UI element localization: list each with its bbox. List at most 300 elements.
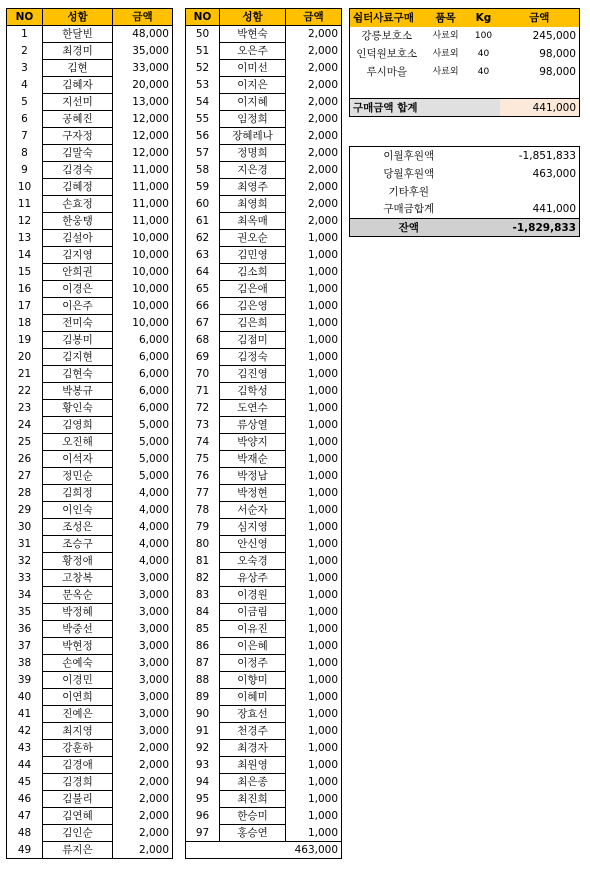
donor-no: 23 — [17, 402, 32, 414]
donor-row — [186, 179, 342, 196]
donor-row — [186, 604, 342, 621]
purchase-header — [350, 9, 580, 27]
donor-row — [7, 655, 173, 672]
donor-name: 권오순 — [220, 230, 286, 247]
donor-row — [186, 417, 342, 434]
donor-no: 63 — [195, 249, 210, 261]
donor-amount: 1,000 — [286, 774, 342, 791]
donor-amount: 2,000 — [286, 77, 342, 94]
balance-label: 구매금합계 — [383, 203, 435, 216]
donor-name: 김은애 — [220, 281, 286, 298]
donor-row — [186, 723, 342, 740]
donor-row — [7, 451, 173, 468]
donor-amount: 1,000 — [286, 740, 342, 757]
donor-amount: 1,000 — [286, 757, 342, 774]
donor-name: 이석자 — [43, 451, 113, 468]
donor-no: 29 — [17, 504, 32, 516]
donor-amount: 11,000 — [113, 162, 173, 179]
donor-no: 35 — [17, 606, 32, 618]
donor-row — [186, 689, 342, 706]
donor-name: 이정주 — [220, 655, 286, 672]
donor-amount: 12,000 — [113, 145, 173, 162]
donor-no: 49 — [17, 843, 32, 856]
purchase-title: 쉼터사료구매 — [350, 9, 424, 27]
donor-no: 92 — [195, 742, 210, 754]
donor-amount: 10,000 — [113, 315, 173, 332]
donor-name: 김진영 — [220, 366, 286, 383]
donor-amount: 1,000 — [286, 604, 342, 621]
donor-amount: 1,000 — [286, 706, 342, 723]
donor-amount: 1,000 — [286, 655, 342, 672]
balance-value: -1,851,833 — [518, 149, 576, 162]
donor-name: 박재순 — [220, 451, 286, 468]
donor-row — [186, 808, 342, 825]
balance-table — [349, 146, 580, 237]
donor-no: 24 — [17, 419, 32, 431]
donor-amount: 2,000 — [113, 757, 173, 774]
donor-name: 최경미 — [43, 43, 113, 60]
donor-amount: 3,000 — [113, 672, 173, 689]
donor-name: 김혜자 — [43, 77, 113, 94]
donor-no: 87 — [195, 657, 210, 669]
donor-name: 천경주 — [220, 723, 286, 740]
donor-row — [186, 230, 342, 247]
donor-row — [186, 26, 342, 43]
donor-name: 지은경 — [220, 162, 286, 179]
purchase-amount: 245,000 — [532, 29, 576, 42]
donor-name: 김경숙 — [43, 162, 113, 179]
donor-amount: 10,000 — [113, 230, 173, 247]
donor-row — [186, 672, 342, 689]
donor-no: 50 — [195, 28, 210, 41]
donor-row — [7, 672, 173, 689]
donor-name: 이경원 — [220, 587, 286, 604]
donor-amount: 11,000 — [113, 196, 173, 213]
donor-name: 이혜미 — [220, 689, 286, 706]
donor-amount: 5,000 — [113, 434, 173, 451]
donor-amount: 2,000 — [286, 213, 342, 230]
donor-amount: 2,000 — [286, 111, 342, 128]
purchase-row — [350, 27, 580, 45]
donor-row — [7, 332, 173, 349]
donor-no: 26 — [17, 453, 32, 465]
table-header — [186, 9, 342, 26]
donor-name: 지선미 — [43, 94, 113, 111]
donor-amount: 1,000 — [286, 570, 342, 587]
donor-amount: 1,000 — [286, 621, 342, 638]
donor-amount: 1,000 — [286, 587, 342, 604]
donor-row — [186, 281, 342, 298]
donor-amount: 2,000 — [113, 740, 173, 757]
donor-no: 71 — [195, 385, 210, 397]
purchase-total-label: 구매금액 합계 — [350, 99, 500, 117]
donor-name: 박중선 — [43, 621, 113, 638]
donor-name: 박현숙 — [220, 26, 286, 43]
donor-no: 17 — [17, 300, 32, 312]
purchase-spacer — [350, 81, 580, 99]
donor-amount: 2,000 — [113, 808, 173, 825]
donor-row — [186, 587, 342, 604]
donor-name: 이지은 — [220, 77, 286, 94]
donor-no: 20 — [17, 351, 32, 363]
donor-amount: 1,000 — [286, 264, 342, 281]
donor-no: 91 — [195, 725, 210, 737]
donor-name: 김경애 — [43, 757, 113, 774]
donor-row — [7, 60, 173, 77]
donor-name: 이경민 — [43, 672, 113, 689]
donor-amount: 5,000 — [113, 451, 173, 468]
donor-amount: 1,000 — [286, 247, 342, 264]
balance-label: 이월후원액 — [383, 149, 435, 162]
purchase-kg-header: Kg — [468, 9, 500, 27]
donor-no: 19 — [17, 334, 32, 346]
donor-row — [186, 638, 342, 655]
balance-row — [350, 147, 580, 165]
donor-no: 89 — [195, 691, 210, 703]
donor-row — [7, 162, 173, 179]
donor-no: 85 — [195, 623, 210, 635]
donor-amount: 4,000 — [113, 553, 173, 570]
donor-row — [7, 417, 173, 434]
donor-no: 39 — [17, 674, 32, 686]
final-balance-row — [350, 219, 580, 237]
donor-row — [7, 111, 173, 128]
donor-no: 8 — [21, 147, 28, 159]
header-name: 성함 — [220, 9, 286, 26]
donor-no: 12 — [17, 215, 32, 227]
donor-row — [7, 77, 173, 94]
donor-amount: 1,000 — [286, 791, 342, 808]
donor-name: 오진해 — [43, 434, 113, 451]
donor-no: 90 — [195, 708, 210, 720]
donor-name: 박정현 — [220, 485, 286, 502]
donor-name: 강훈하 — [43, 740, 113, 757]
donor-name: 오은주 — [220, 43, 286, 60]
donor-amount: 1,000 — [286, 451, 342, 468]
donor-no: 22 — [17, 385, 32, 397]
donor-row — [7, 621, 173, 638]
donor-row — [186, 77, 342, 94]
donor-no: 96 — [195, 810, 210, 822]
donor-row — [186, 60, 342, 77]
donor-row — [7, 485, 173, 502]
donor-amount: 3,000 — [113, 655, 173, 672]
donor-row — [186, 502, 342, 519]
donor-name: 김연혜 — [43, 808, 113, 825]
donor-name: 김정숙 — [220, 349, 286, 366]
donor-name: 최지영 — [43, 723, 113, 740]
balance-row — [350, 165, 580, 183]
donor-amount: 1,000 — [286, 689, 342, 706]
donor-name: 안신영 — [220, 536, 286, 553]
donor-name: 김불리 — [43, 791, 113, 808]
donor-amount: 5,000 — [113, 468, 173, 485]
donor-row — [7, 179, 173, 196]
donor-name: 김봉미 — [43, 332, 113, 349]
donor-no: 52 — [195, 62, 210, 74]
donor-row — [7, 128, 173, 145]
purchase-kg: 40 — [477, 48, 490, 59]
table-header — [7, 9, 173, 26]
donor-row — [7, 383, 173, 400]
donor-amount: 2,000 — [286, 145, 342, 162]
purchase-item: 사료외 — [432, 66, 459, 77]
donor-amount: 10,000 — [113, 298, 173, 315]
donor-no: 82 — [195, 572, 210, 584]
donor-no: 21 — [17, 368, 32, 380]
donor-no: 84 — [195, 606, 210, 618]
header-amount: 금액 — [286, 9, 342, 26]
donor-no: 4 — [21, 79, 28, 91]
donor-no: 54 — [195, 96, 210, 108]
donor-amount: 1,000 — [286, 825, 342, 842]
donor-no: 30 — [17, 521, 32, 533]
balance-value — [468, 183, 580, 201]
donor-name: 김점미 — [220, 332, 286, 349]
donor-row — [7, 468, 173, 485]
donor-amount: 1,000 — [286, 298, 342, 315]
shelter-name: 인덕원보호소 — [356, 47, 418, 60]
purchase-total-row — [350, 99, 580, 117]
donor-row — [186, 196, 342, 213]
donor-amount: 11,000 — [113, 213, 173, 230]
donor-row — [7, 94, 173, 111]
donor-row — [7, 281, 173, 298]
donor-row — [186, 366, 342, 383]
donor-amount: 3,000 — [113, 723, 173, 740]
donor-amount: 2,000 — [286, 26, 342, 43]
donor-no: 55 — [195, 113, 210, 125]
donor-amount: 35,000 — [113, 43, 173, 60]
donor-row — [186, 706, 342, 723]
donor-amount: 6,000 — [113, 383, 173, 400]
donor-amount: 1,000 — [286, 349, 342, 366]
donor-row — [7, 638, 173, 655]
donor-no: 81 — [195, 555, 210, 567]
purchase-kg: 40 — [477, 66, 490, 77]
donor-name: 김지현 — [43, 349, 113, 366]
donor-no: 33 — [17, 572, 32, 584]
donor-no: 38 — [17, 657, 32, 669]
donor-amount: 2,000 — [286, 179, 342, 196]
donor-amount: 1,000 — [286, 332, 342, 349]
donor-name: 정명희 — [220, 145, 286, 162]
donor-row — [7, 434, 173, 451]
donor-name: 장효선 — [220, 706, 286, 723]
donor-amount: 1,000 — [286, 638, 342, 655]
donor-no: 40 — [17, 691, 32, 703]
donor-no: 76 — [195, 470, 210, 482]
donor-total-row — [186, 842, 342, 859]
donor-amount: 10,000 — [113, 281, 173, 298]
donor-row — [7, 723, 173, 740]
donor-row — [186, 315, 342, 332]
donor-no: 44 — [17, 759, 32, 771]
header-amount: 금액 — [113, 9, 173, 26]
donor-no: 86 — [195, 640, 210, 652]
donor-row — [7, 315, 173, 332]
donor-name: 장혜레나 — [220, 128, 286, 145]
donor-name: 김영희 — [43, 417, 113, 434]
balance-label: 당월후원액 — [383, 167, 435, 180]
donor-row — [186, 213, 342, 230]
donor-row — [186, 757, 342, 774]
donor-row — [7, 26, 173, 43]
donor-amount: 1,000 — [286, 281, 342, 298]
donor-row — [186, 400, 342, 417]
donor-row — [186, 553, 342, 570]
donor-no: 95 — [195, 793, 210, 805]
donor-no: 6 — [21, 113, 28, 125]
donor-row — [7, 230, 173, 247]
purchase-row — [350, 45, 580, 63]
donor-amount: 4,000 — [113, 536, 173, 553]
donor-name: 오숙경 — [220, 553, 286, 570]
donor-no: 74 — [195, 436, 210, 448]
donor-amount: 1,000 — [286, 434, 342, 451]
donor-name: 유상주 — [220, 570, 286, 587]
donor-row — [186, 791, 342, 808]
donor-amount: 3,000 — [113, 621, 173, 638]
donor-name: 김은희 — [220, 315, 286, 332]
donor-name: 김경희 — [43, 774, 113, 791]
donor-row — [186, 332, 342, 349]
purchase-item: 사료외 — [432, 30, 459, 41]
donor-name: 김민영 — [220, 247, 286, 264]
donor-name: 박봉규 — [43, 383, 113, 400]
donor-no: 48 — [17, 827, 32, 839]
donor-name: 최경자 — [220, 740, 286, 757]
donor-row — [7, 774, 173, 791]
donor-row — [186, 43, 342, 60]
final-balance-label: 잔액 — [350, 219, 468, 237]
donor-name: 조성은 — [43, 519, 113, 536]
donor-amount: 20,000 — [113, 77, 173, 94]
donor-no: 60 — [195, 198, 210, 210]
donor-amount: 4,000 — [113, 485, 173, 502]
donor-no: 9 — [21, 164, 28, 176]
donor-amount: 1,000 — [286, 485, 342, 502]
donor-name: 김설아 — [43, 230, 113, 247]
donor-no: 41 — [17, 708, 32, 720]
donor-no: 88 — [195, 674, 210, 686]
donor-row — [186, 536, 342, 553]
shelter-name: 루시마을 — [366, 65, 408, 78]
donor-row — [7, 145, 173, 162]
donor-amount: 1,000 — [286, 400, 342, 417]
donor-no: 7 — [21, 130, 28, 142]
donor-row — [7, 587, 173, 604]
donor-no: 46 — [17, 793, 32, 805]
donor-row — [7, 604, 173, 621]
donor-amount: 1,000 — [286, 230, 342, 247]
donor-name: 이미선 — [220, 60, 286, 77]
donor-amount: 1,000 — [286, 723, 342, 740]
donor-amount: 2,000 — [286, 128, 342, 145]
donor-no: 47 — [17, 810, 32, 822]
donor-name: 이인숙 — [43, 502, 113, 519]
donor-name: 한승미 — [220, 808, 286, 825]
donor-name: 김은영 — [220, 298, 286, 315]
donor-row — [7, 740, 173, 757]
header-no: NO — [7, 9, 43, 26]
donor-amount: 2,000 — [286, 196, 342, 213]
donor-name: 공혜진 — [43, 111, 113, 128]
donor-amount: 6,000 — [113, 332, 173, 349]
donor-amount: 3,000 — [113, 570, 173, 587]
donor-amount: 33,000 — [113, 60, 173, 77]
donor-amount: 6,000 — [113, 400, 173, 417]
donor-no: 61 — [195, 215, 210, 227]
donor-name: 최영주 — [220, 179, 286, 196]
donor-no: 93 — [195, 759, 210, 771]
donor-no: 31 — [17, 538, 32, 550]
donor-name: 류상열 — [220, 417, 286, 434]
donor-amount: 2,000 — [286, 43, 342, 60]
donor-name: 김말숙 — [43, 145, 113, 162]
donor-row — [186, 145, 342, 162]
donor-amount: 2,000 — [113, 825, 173, 842]
donor-row — [7, 349, 173, 366]
header-name: 성함 — [43, 9, 113, 26]
donor-row — [186, 621, 342, 638]
donor-name: 최원영 — [220, 757, 286, 774]
donor-row — [186, 451, 342, 468]
donor-name: 박정남 — [220, 468, 286, 485]
header-no: NO — [186, 9, 220, 26]
donor-amount: 5,000 — [113, 417, 173, 434]
donor-amount: 4,000 — [113, 519, 173, 536]
donor-amount: 10,000 — [113, 247, 173, 264]
donor-name: 임정희 — [220, 111, 286, 128]
balance-label: 기타후원 — [388, 185, 430, 198]
donor-row — [186, 774, 342, 791]
donor-name: 최영희 — [220, 196, 286, 213]
donor-row — [7, 213, 173, 230]
donor-no: 73 — [195, 419, 210, 431]
donor-row — [7, 570, 173, 587]
donor-amount: 1,000 — [286, 808, 342, 825]
donor-name: 홍승연 — [220, 825, 286, 842]
donor-name: 이연희 — [43, 689, 113, 706]
donor-row — [7, 791, 173, 808]
donor-amount: 1,000 — [286, 417, 342, 434]
donor-name: 최은종 — [220, 774, 286, 791]
donor-no: 80 — [195, 538, 210, 550]
donor-name: 한달빈 — [43, 26, 113, 43]
balance-value: 463,000 — [532, 167, 576, 180]
donor-name: 김현숙 — [43, 366, 113, 383]
donor-row — [186, 570, 342, 587]
donor-name: 조승구 — [43, 536, 113, 553]
donor-name: 이은주 — [43, 298, 113, 315]
donor-no: 1 — [21, 28, 28, 41]
purchase-table — [349, 8, 580, 117]
donor-no: 97 — [195, 826, 210, 839]
donor-row — [7, 825, 173, 842]
donor-name: 박정혜 — [43, 604, 113, 621]
donor-no: 79 — [195, 521, 210, 533]
donor-no: 37 — [17, 640, 32, 652]
donor-no: 25 — [17, 436, 32, 448]
donor-row — [186, 655, 342, 672]
purchase-kg: 100 — [474, 30, 493, 41]
donor-no: 65 — [195, 283, 210, 295]
balance-row — [350, 201, 580, 219]
donor-amount: 2,000 — [286, 60, 342, 77]
donor-no: 3 — [21, 62, 28, 74]
donor-row — [7, 247, 173, 264]
